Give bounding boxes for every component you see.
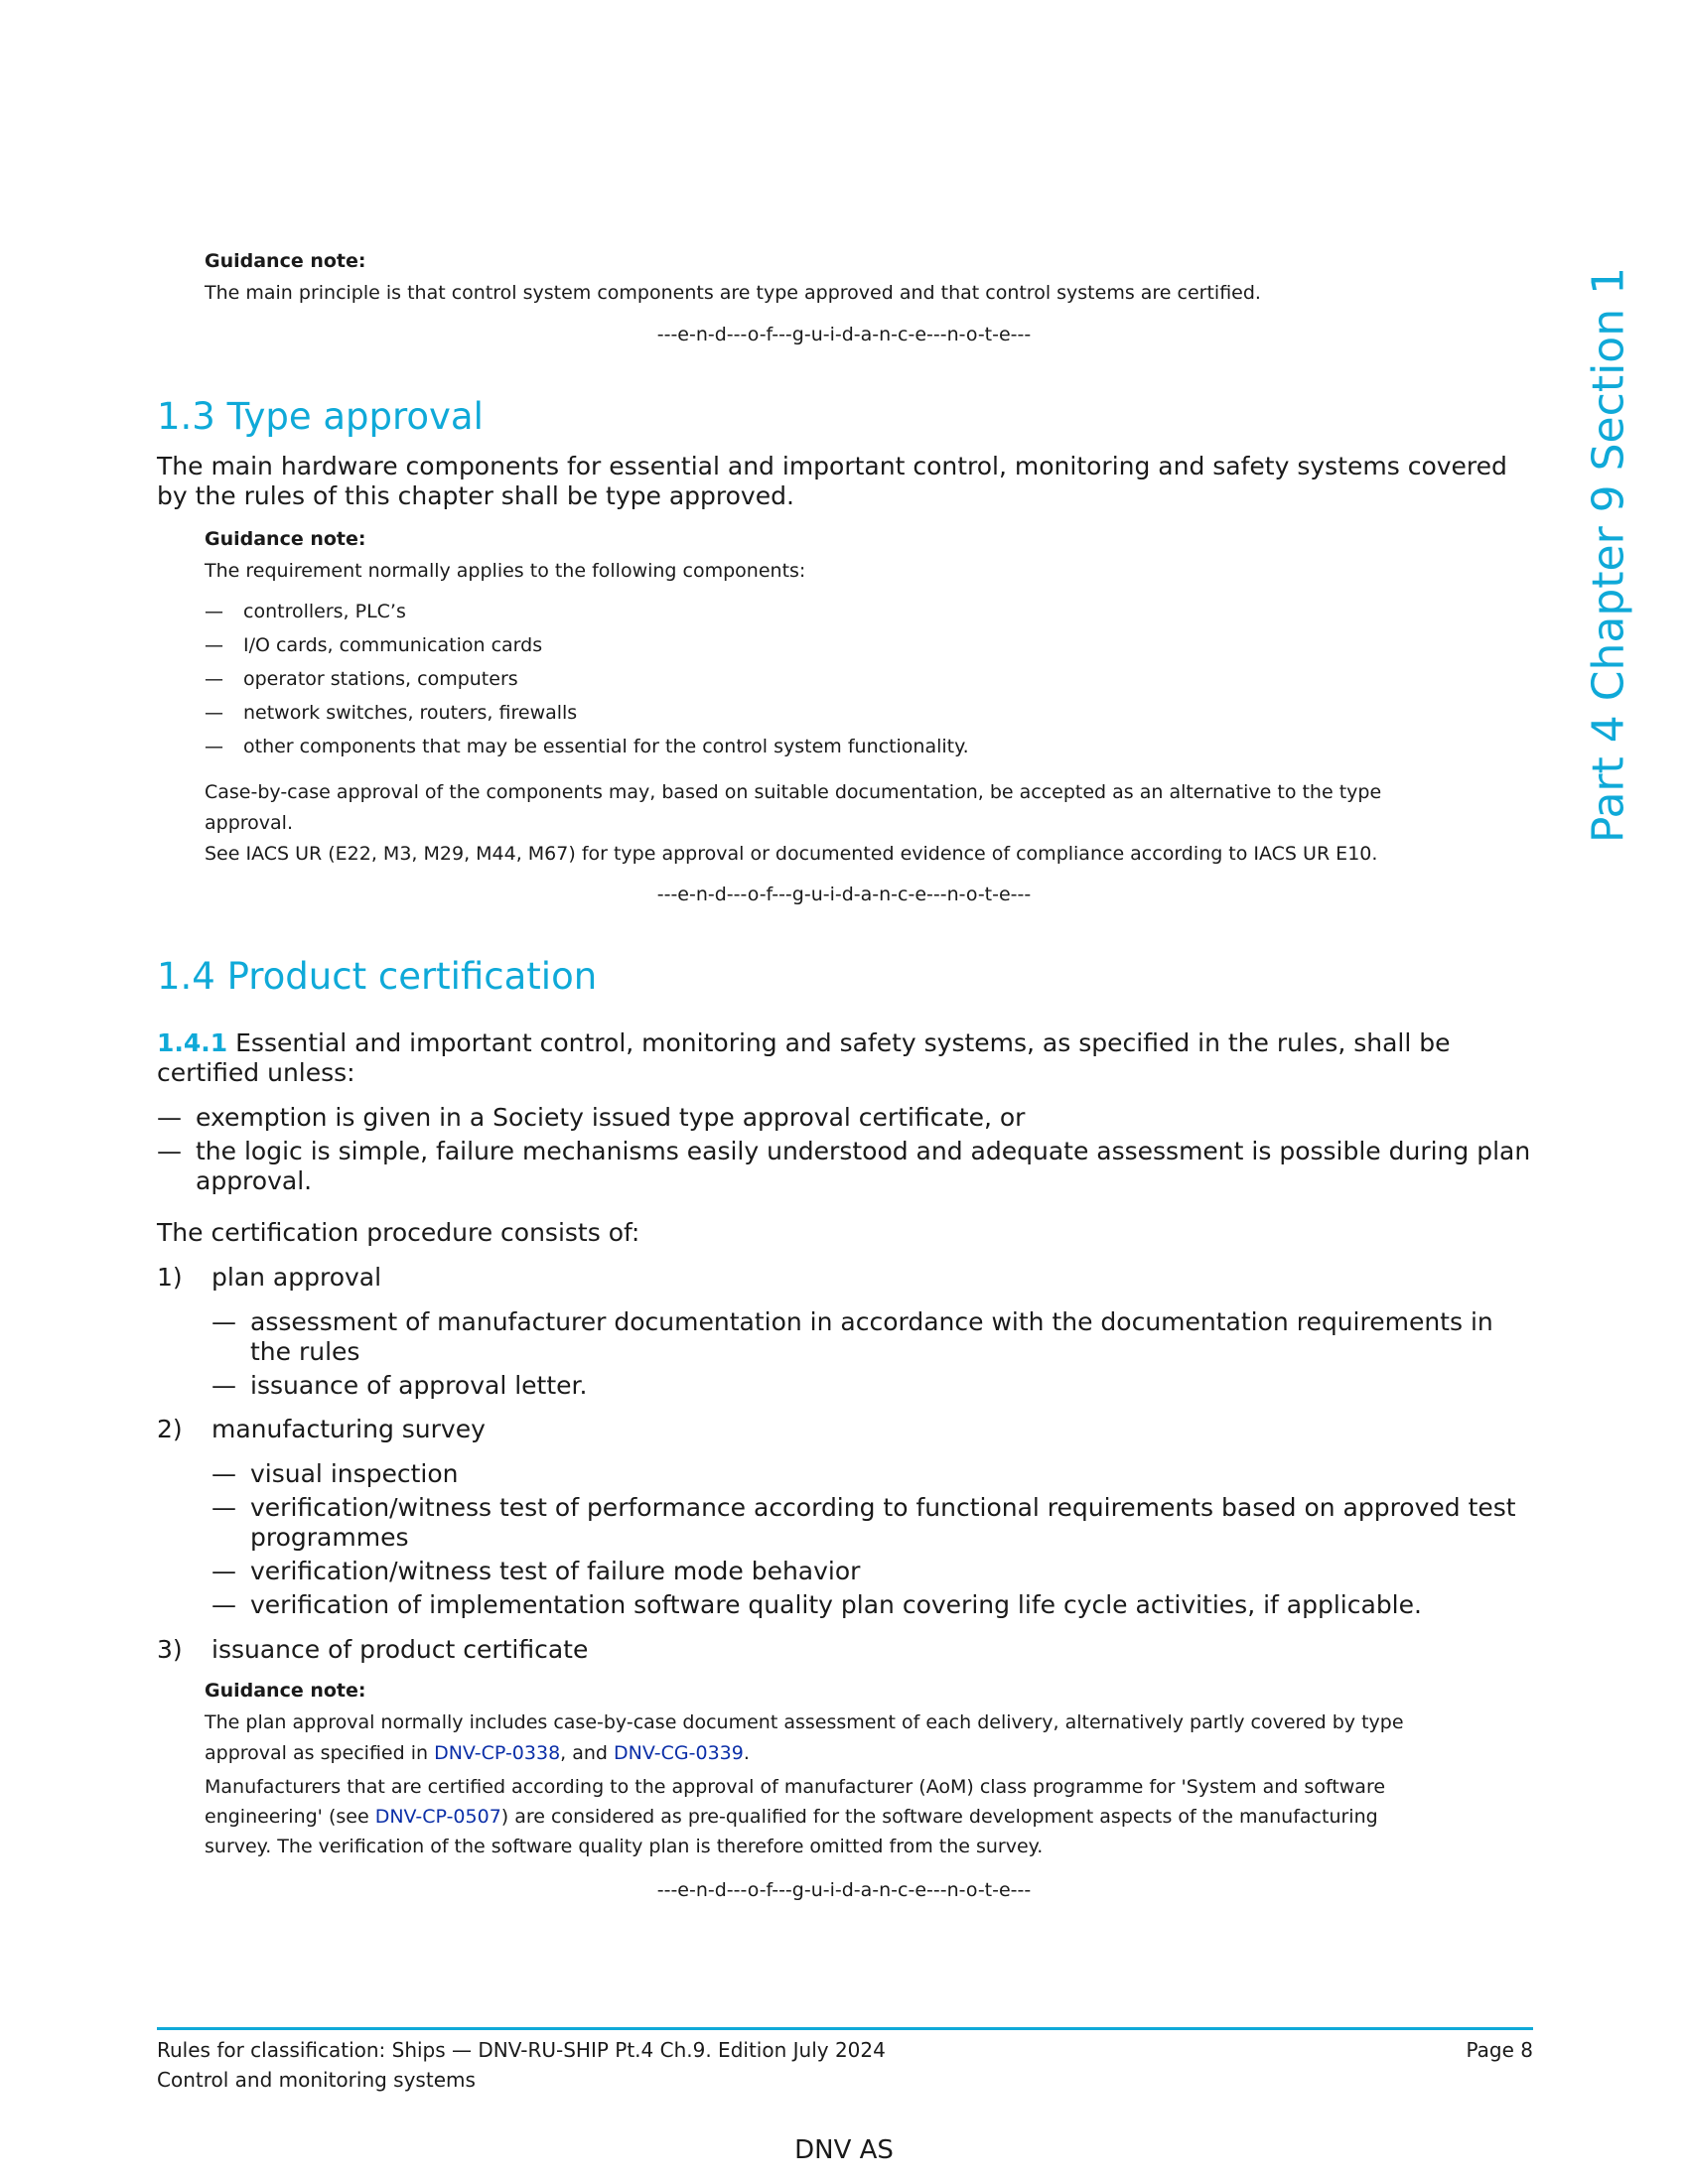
footer-document-title: Rules for classification: Ships — DNV-RU-SHIP Pt.4 Ch.9. Edition July 2024 [157,2038,886,2062]
footer-document-subtitle: Control and monitoring systems [157,2068,476,2092]
step-label: manufacturing survey [211,1415,486,1443]
clause-text: Essential and important control, monitoring and safety systems, as specified in the rules, shall be certified unless: [157,1028,1451,1087]
link-dnv-cp-0507[interactable]: DNV-CP-0507 [374,1806,501,1828]
side-section-label [1579,262,1638,848]
list-item-text: network switches, routers, firewalls [243,702,578,724]
note-text: The plan approval normally includes case-by-case document assessment of each delivery, alternatively partly covered by type approval as specified in [205,1711,1404,1764]
step-sub-text: visual inspection [250,1459,459,1488]
dash-bullet: — [211,1493,236,1522]
step-sub-text: verification of implementation software quality plan covering life cycle activities, if applicable. [250,1590,1422,1619]
step-sub-text: verification/witness test of failure mode behavior [250,1557,861,1585]
guidance-note-end: ---e-n-d---o-f---g-u-i-d-a-n-c-e---n-o-t-e--- [656,324,1032,345]
step-number: 3) [157,1635,183,1664]
guidance-note-end: ---e-n-d---o-f---g-u-i-d-a-n-c-e---n-o-t-e--- [656,884,1032,905]
guidance-note-title: Guidance note: [205,250,366,272]
footer-company: DNV AS [794,2135,894,2165]
condition-text: exemption is given in a Society issued type approval certificate, or [196,1103,1026,1132]
condition-item [157,1137,1537,1196]
list-item-text: operator stations, computers [243,668,518,690]
section-1-3-paragraph: The main hardware components for essential and important control, monitoring and safety systems covered by the rules of this chapter shall be type approved. [157,452,1507,510]
note-text: ) are considered as pre-qualified for the software development aspects of the manufacturing survey. The verification of the software quality plan is therefore omitted from the survey. [205,1806,1378,1857]
dash-bullet: — [157,1103,182,1132]
dash-bullet: — [205,702,223,724]
step-sub-item [211,1307,1537,1367]
guidance-note-2-para-1: Case-by-case approval of the components may, based on suitable documentation, be accepted as an alternative to the type approval. [205,781,1382,834]
step-number: 1) [157,1263,183,1292]
dash-bullet: — [211,1371,236,1400]
step-number: 2) [157,1415,183,1443]
section-1-4-1-paragraph [157,1028,1537,1088]
dash-bullet: — [157,1137,182,1165]
dash-bullet: — [205,736,223,757]
section-heading-1-4: 1.4 Product certification [157,955,598,998]
section-heading-1-3: 1.3 Type approval [157,395,484,438]
note-text: , and [560,1742,615,1764]
procedure-intro: The certification procedure consists of: [157,1218,640,1247]
guidance-note-text: The main principle is that control system components are type approved and that control systems are certified. [205,282,1261,304]
link-dnv-cg-0339[interactable]: DNV-CG-0339 [614,1742,744,1764]
dash-bullet: — [205,601,223,622]
list-item-text: controllers, PLC’s [243,601,406,622]
step-sub-text: issuance of approval letter. [250,1371,588,1400]
guidance-note-intro: The requirement normally applies to the following components: [205,560,806,582]
guidance-note-2 [205,524,1446,586]
dash-bullet: — [205,634,223,656]
clause-number: 1.4.1 [157,1028,228,1057]
guidance-note-3 [205,1676,1446,1706]
guidance-note-3-para-2 [205,1772,1446,1861]
step-sub-text: assessment of manufacturer documentation in accordance with the documentation requirements in the rules [250,1307,1493,1366]
list-item-text: I/O cards, communication cards [243,634,543,656]
dash-bullet: — [211,1307,236,1336]
guidance-note-title: Guidance note: [205,528,366,550]
guidance-note-3-para-1 [205,1707,1446,1769]
guidance-note-1 [205,246,1446,308]
note-text: Manufacturers that are certified according to the approval of manufacturer (AoM) class programme for 'System and software engineering' (see [205,1776,1386,1828]
dash-bullet: — [211,1459,236,1488]
list-item-text: other components that may be essential for the control system functionality. [243,736,969,757]
step-sub-item [211,1493,1537,1553]
note-text: . [743,1742,750,1764]
link-dnv-cp-0338[interactable]: DNV-CP-0338 [434,1742,561,1764]
page-number: Page 8 [1466,2038,1533,2062]
condition-text: the logic is simple, failure mechanisms easily understood and adequate assessment is possible during plan approval. [196,1137,1531,1195]
guidance-note-2-para-2: See IACS UR (E22, M3, M29, M44, M67) for type approval or documented evidence of compliance according to IACS UR E10. [205,843,1378,865]
dash-bullet: — [211,1557,236,1585]
step-label: issuance of product certificate [211,1635,589,1664]
guidance-note-title: Guidance note: [205,1680,366,1702]
step-sub-text: verification/witness test of performance according to functional requirements based on approved test programmes [250,1493,1516,1552]
dash-bullet: — [211,1590,236,1619]
guidance-note-end: ---e-n-d---o-f---g-u-i-d-a-n-c-e---n-o-t-e--- [656,1879,1032,1901]
side-section-label-text: Part 4 Chapter 9 Section 1 [1583,266,1634,844]
step-label: plan approval [211,1263,382,1292]
footer-rule [157,2027,1533,2030]
dash-bullet: — [205,668,223,690]
